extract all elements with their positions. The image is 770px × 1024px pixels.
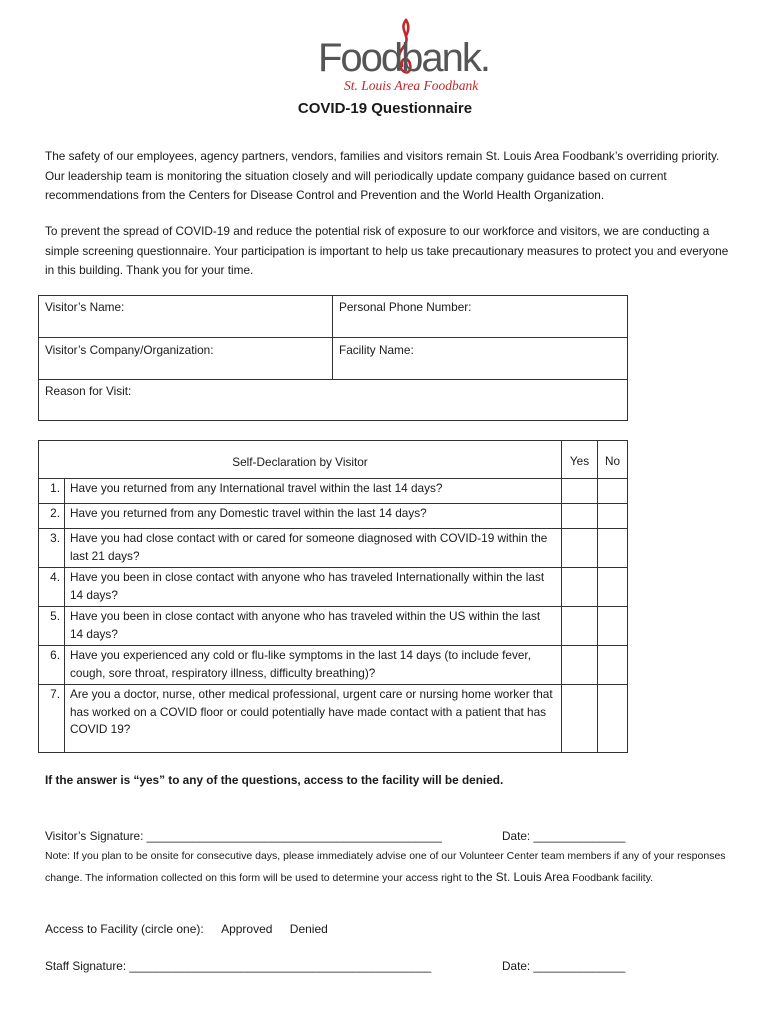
question-number: 7. (39, 685, 65, 753)
question-number: 3. (39, 529, 65, 568)
table-row (39, 479, 628, 504)
staff-signature-line[interactable]: Staff Signature: ______________________________________________ (45, 959, 432, 973)
answer-yes-cell[interactable] (562, 568, 598, 607)
visitor-date-line[interactable]: Date: ______________ (502, 829, 626, 843)
company-field[interactable]: Visitor’s Company/Organization: (45, 343, 214, 357)
access-label: Access to Facility (circle one): (45, 922, 204, 936)
visitor-name-field[interactable]: Visitor’s Name: (45, 300, 125, 314)
info-row-3 (39, 380, 627, 421)
logo-wordmark: Foodbank. (318, 36, 490, 80)
question-text: Have you had close contact with or cared for someone diagnosed with COVID-19 within the last 21 days? (65, 529, 562, 568)
question-text: Have you returned from any Domestic travel within the last 14 days? (65, 504, 562, 529)
visitor-signature-line[interactable]: Visitor’s Signature: _____________________________________________ (45, 829, 442, 843)
info-row-1 (39, 296, 627, 338)
table-row (39, 646, 628, 685)
answer-no-cell[interactable] (598, 685, 628, 753)
access-to-facility (45, 922, 328, 936)
foodbank-logo (318, 18, 490, 96)
note-text-end: Foodbank facility. (569, 872, 654, 884)
declaration-header-row (39, 441, 628, 479)
question-text: Have you returned from any International travel within the last 14 days? (65, 479, 562, 504)
question-number: 1. (39, 479, 65, 504)
answer-no-cell[interactable] (598, 646, 628, 685)
question-text: Have you been in close contact with anyone who has traveled within the US within the last 14 days? (65, 607, 562, 646)
answer-no-cell[interactable] (598, 504, 628, 529)
answer-yes-cell[interactable] (562, 529, 598, 568)
reason-for-visit-field[interactable]: Reason for Visit: (45, 384, 132, 398)
question-text: Have you been in close contact with anyone who has traveled Internationally within the last 14 days? (65, 568, 562, 607)
answer-yes-cell[interactable] (562, 607, 598, 646)
self-declaration-table (38, 440, 628, 753)
table-row (39, 529, 628, 568)
staff-date-line[interactable]: Date: ______________ (502, 959, 626, 973)
logo-subtitle: St. Louis Area Foodbank (344, 78, 479, 93)
answer-yes-cell[interactable] (562, 504, 598, 529)
intro-paragraph: The safety of our employees, agency partners, vendors, families and visitors remain St. Louis Area Foodbank’s overriding priority. Our leadership team is monitoring the situation closely and will periodically update company guidance based on current recommendations from the Centers for Disease Control and Prevention and the World Health Organization. (45, 149, 720, 202)
question-text: Have you experienced any cold or flu-like symptoms in the last 14 days (to include fever, cough, sore throat, respiratory illness, difficulty breathing)? (65, 646, 562, 685)
page-title: COVID-19 Questionnaire (297, 100, 473, 117)
question-number: 2. (39, 504, 65, 529)
question-number: 6. (39, 646, 65, 685)
question-text: Are you a doctor, nurse, other medical professional, urgent care or nursing home worker that has worked on a COVID floor or could potentially have made contact with a patient that has COVID 19? (65, 685, 562, 753)
onsite-note (45, 846, 735, 889)
answer-yes-cell[interactable] (562, 685, 598, 753)
note-text: Note: If you plan to be onsite for consecutive days, please immediately advise one of our Volunteer Center team members if any of your responses change. The information collected on this form will be used to determine your access right to (45, 850, 726, 884)
table-row (39, 607, 628, 646)
answer-no-cell[interactable] (598, 529, 628, 568)
answer-no-cell[interactable] (598, 607, 628, 646)
approved-option[interactable]: Approved (221, 922, 273, 936)
question-number: 5. (39, 607, 65, 646)
facility-name-field[interactable]: Facility Name: (332, 338, 629, 379)
purpose-paragraph: To prevent the spread of COVID-19 and reduce the potential risk of exposure to our workforce and visitors, we are conducting a simple screening questionnaire. Your participation is important to help us take precautionary measures to protect you and everyone in this building. Thank you for your time. (45, 224, 729, 277)
question-number: 4. (39, 568, 65, 607)
answer-yes-cell[interactable] (562, 479, 598, 504)
table-row (39, 568, 628, 607)
declaration-heading: Self-Declaration by Visitor (39, 441, 562, 479)
info-row-2 (39, 338, 627, 380)
table-row (39, 685, 628, 753)
yes-column-header: Yes (562, 441, 598, 479)
answer-no-cell[interactable] (598, 479, 628, 504)
phone-number-field[interactable]: Personal Phone Number: (332, 296, 629, 337)
visitor-info-table (38, 295, 628, 421)
answer-no-cell[interactable] (598, 568, 628, 607)
answer-yes-cell[interactable] (562, 646, 598, 685)
denied-option[interactable]: Denied (289, 922, 328, 936)
note-org-name: the St. Louis Area (476, 870, 570, 884)
access-denied-warning: If the answer is “yes” to any of the questions, access to the facility will be denied. (45, 773, 504, 787)
table-row (39, 504, 628, 529)
no-column-header: No (598, 441, 628, 479)
